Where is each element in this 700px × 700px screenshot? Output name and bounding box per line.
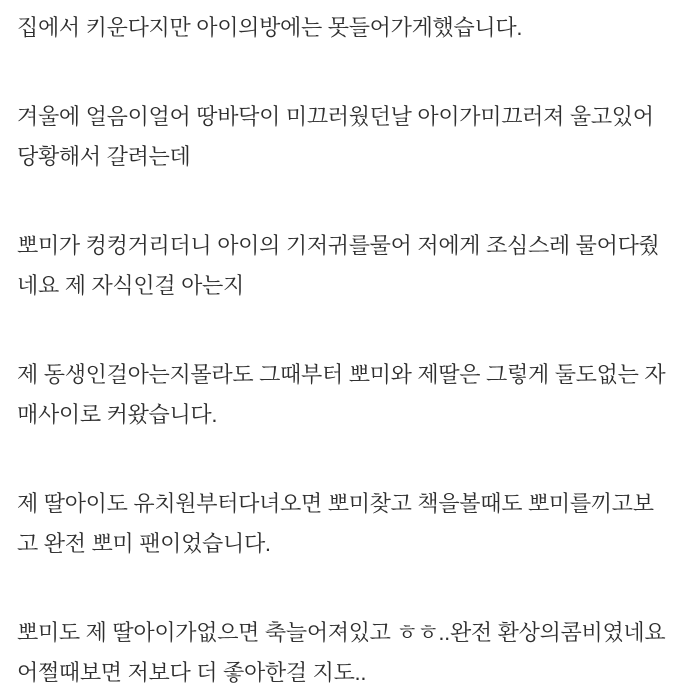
paragraph — [17, 226, 692, 306]
paragraph — [17, 8, 692, 48]
text-line: 제 딸아이도 유치원부터다녀오면 뽀미찾고 책을볼때도 뽀미를끼고보 — [17, 491, 654, 516]
text-line: 뽀미도 제 딸아이가없으면 축늘어져있고 ㅎㅎ..완전 환상의콤비였네요 — [17, 620, 666, 645]
text-line: 겨울에 얼음이얼어 땅바닥이 미끄러웠던날 아이가미끄러져 울고있어 — [17, 104, 654, 129]
paragraph — [17, 97, 692, 177]
paragraph — [17, 355, 692, 435]
text-line: 네요 제 자식인걸 아는지 — [17, 273, 244, 298]
text-line: 뽀미가 컹컹거리더니 아이의 기저귀를물어 저에게 조심스레 물어다줬 — [17, 233, 660, 258]
text-line: 제 동생인걸아는지몰라도 그때부터 뽀미와 제딸은 그렇게 둘도없는 자 — [17, 362, 666, 387]
text-line: 집에서 키운다지만 아이의방에는 못들어가게했습니다. — [17, 15, 523, 40]
text-line: 매사이로 커왔습니다. — [17, 402, 218, 427]
paragraph — [17, 613, 692, 693]
text-line: 어쩔때보면 저보다 더 좋아한걸 지도.. — [17, 660, 367, 685]
paragraph — [17, 484, 692, 564]
text-line: 당황해서 갈려는데 — [17, 144, 191, 169]
text-line: 고 완전 뽀미 팬이었습니다. — [17, 531, 271, 556]
